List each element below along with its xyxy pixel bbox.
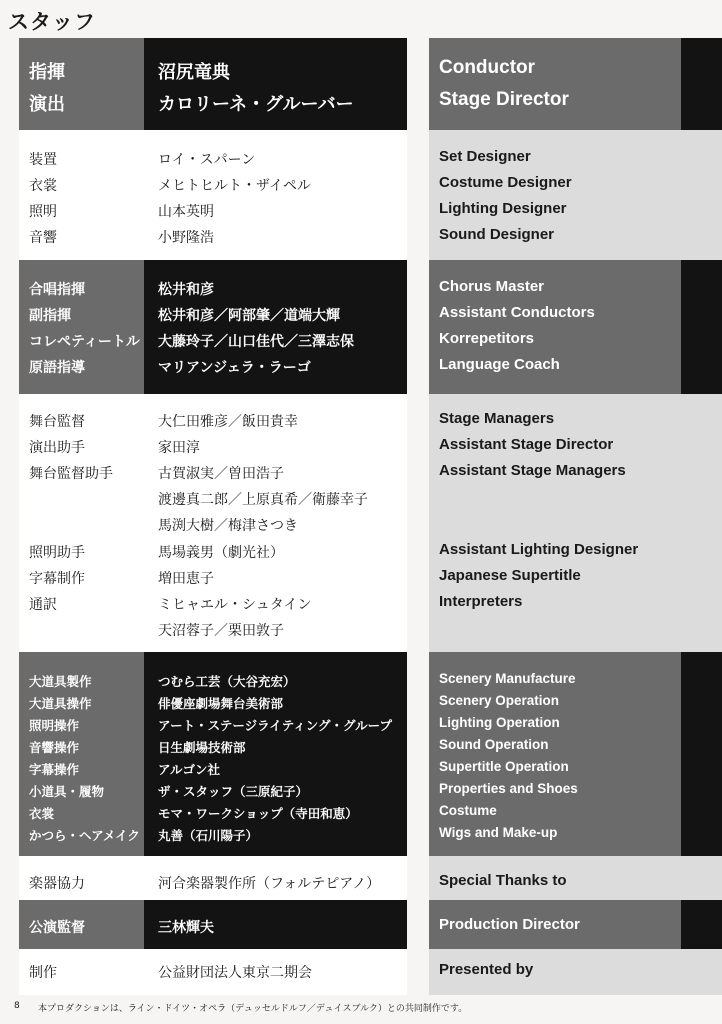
section-music-staff (0, 260, 722, 394)
staff-names: カロリーネ・グルーバー (158, 94, 354, 115)
role-en: Presented by (439, 961, 534, 978)
role-en: Costume Designer (439, 174, 572, 191)
role-en: Properties and Shoes (439, 781, 578, 796)
staff-names: 松井和彦／阿部肇／道端大輝 (158, 308, 340, 324)
staff-names: 河合楽器製作所（フォルテピアノ） (158, 876, 381, 892)
staff-names: 天沼蓉子／栗田敦子 (158, 623, 284, 639)
staff-names: 古賀淑実／曽田浩子 (158, 466, 284, 482)
role-en: Interpreters (439, 593, 523, 610)
role-ja: 公演監督 (29, 920, 85, 936)
staff-names: 日生劇場技術部 (158, 740, 246, 755)
page-title: スタッフ (8, 10, 96, 34)
role-ja: 装置 (29, 152, 57, 168)
staff-names: アルゴン社 (158, 762, 221, 777)
right-black-band (681, 900, 722, 949)
role-ja: 指揮 (29, 62, 65, 83)
role-ja: 舞台監督助手 (29, 466, 113, 482)
role-en: Assistant Stage Director (439, 436, 614, 453)
section-stage-staff (0, 394, 722, 652)
staff-names: 俳優座劇場舞台美術部 (158, 696, 284, 711)
staff-names: つむら工芸（大谷充宏） (158, 674, 296, 689)
role-en: Special Thanks to (439, 872, 567, 889)
staff-names: ザ・スタッフ（三原紀子） (158, 784, 309, 799)
role-ja: かつら・ヘアメイク (29, 828, 140, 843)
role-en: Korrepetitors (439, 330, 535, 347)
role-en: Wigs and Make-up (439, 825, 558, 840)
section-presented-by (0, 949, 722, 995)
footnote: 本プロダクションは、ライン・ドイツ・オペラ（デュッセルドルフ／デュイスブルク）との共同制作です。 (38, 1004, 468, 1014)
role-en: Chorus Master (439, 278, 545, 295)
role-ja: 衣裳 (29, 178, 57, 194)
section-design (0, 130, 722, 260)
role-en: Sound Operation (439, 737, 549, 752)
right-grey-band (429, 394, 722, 652)
role-en: Assistant Stage Managers (439, 462, 626, 479)
staff-names: 渡邊真二郎／上原真希／衛藤幸子 (158, 492, 368, 508)
role-en: Set Designer (439, 148, 531, 165)
staff-names: 増田恵子 (158, 571, 214, 587)
role-en: Lighting Designer (439, 200, 567, 217)
role-en: Language Coach (439, 356, 560, 373)
role-ja: 衣裳 (29, 806, 55, 821)
role-ja: 大道具製作 (29, 674, 92, 689)
staff-names: メヒトヒルト・ザイペル (158, 178, 312, 194)
role-ja: 副指揮 (29, 308, 71, 324)
role-ja: 音響 (29, 230, 57, 246)
staff-names: 小野隆浩 (158, 230, 214, 246)
role-en: Stage Director (439, 89, 569, 110)
role-en: Conductor (439, 57, 536, 78)
role-en: Production Director (439, 916, 580, 933)
role-ja: 通訳 (29, 597, 57, 613)
role-en: Assistant Lighting Designer (439, 541, 639, 558)
role-en: Assistant Conductors (439, 304, 595, 321)
role-en: Scenery Manufacture (439, 671, 576, 686)
staff-names: モマ・ワークショップ（寺田和恵） (158, 806, 358, 821)
right-black-band (681, 38, 722, 130)
role-en: Scenery Operation (439, 693, 560, 708)
role-ja: 合唱指揮 (29, 282, 85, 298)
staff-names: 丸善（石川陽子） (158, 828, 259, 843)
page-number: 8 (14, 1001, 20, 1011)
role-ja: 字幕制作 (29, 571, 85, 587)
staff-names: ロイ・スパーン (158, 152, 256, 168)
role-en: Japanese Supertitle (439, 567, 581, 584)
role-ja: 演出助手 (29, 440, 85, 456)
role-ja: 原語指導 (29, 360, 85, 376)
right-black-band (681, 260, 722, 394)
role-ja: 演出 (29, 94, 65, 115)
staff-names: 馬場義男（劇光社） (158, 545, 284, 561)
staff-names: 大藤玲子／山口佳代／三澤志保 (158, 334, 354, 350)
role-ja: 制作 (29, 965, 57, 981)
staff-names: アート・ステージライティング・グループ (158, 718, 393, 733)
staff-names: ミヒャエル・シュタイン (158, 597, 312, 613)
right-grey-band (429, 38, 681, 130)
role-ja: 照明操作 (29, 718, 80, 733)
section-production-director (0, 900, 722, 949)
staff-names: マリアンジェラ・ラーゴ (158, 360, 311, 376)
role-en: Lighting Operation (439, 715, 560, 730)
role-ja: 音響操作 (29, 740, 80, 755)
role-ja: 楽器協力 (29, 876, 85, 892)
role-ja: 字幕操作 (29, 762, 80, 777)
staff-names: 沼尻竜典 (158, 62, 230, 83)
role-en: Stage Managers (439, 410, 555, 427)
left-black-band (144, 38, 407, 130)
staff-names: 家田淳 (158, 440, 200, 456)
role-ja: 舞台監督 (29, 414, 85, 430)
staff-names: 三林輝夫 (158, 920, 214, 936)
role-en: Costume (439, 803, 497, 818)
role-en: Sound Designer (439, 226, 555, 243)
role-en: Supertitle Operation (439, 759, 569, 774)
section-conductor-director (0, 38, 722, 130)
section-production-crew (0, 652, 722, 856)
role-ja: コレペティートル (29, 334, 140, 350)
section-special-thanks (0, 856, 722, 900)
role-ja: 小道具・履物 (29, 784, 105, 799)
role-ja: 大道具操作 (29, 696, 92, 711)
staff-names: 山本英明 (158, 204, 214, 220)
role-ja: 照明 (29, 204, 57, 220)
staff-names: 松井和彦 (158, 282, 214, 298)
left-grey-band (19, 38, 144, 130)
staff-names: 馬渕大樹／梅津さつき (158, 518, 298, 534)
staff-names: 大仁田雅彦／飯田貴幸 (158, 414, 298, 430)
role-ja: 照明助手 (29, 545, 85, 561)
right-black-band (681, 652, 722, 856)
staff-names: 公益財団法人東京二期会 (158, 965, 312, 981)
